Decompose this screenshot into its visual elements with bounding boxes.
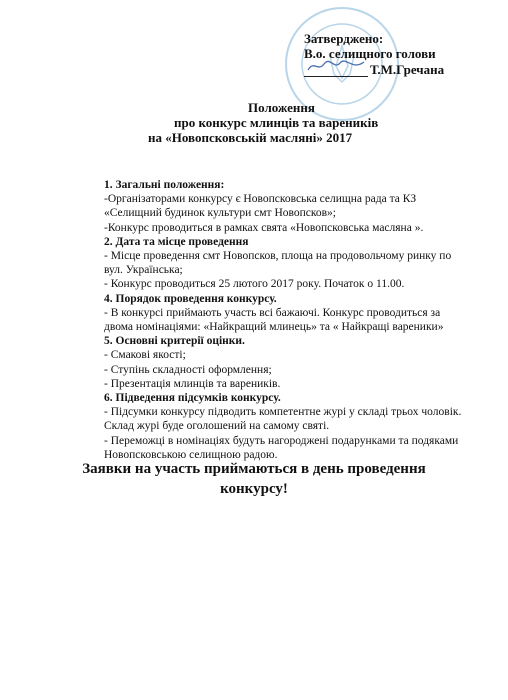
footer-line-1: Заявки на участь приймаються в день проведення bbox=[82, 461, 426, 477]
section-heading: 2. Дата та місце проведення bbox=[104, 235, 249, 248]
section-line: - В конкурсі приймають участь всі бажаючі. Конкурс проводиться за bbox=[104, 306, 441, 319]
section-line: Склад журі буде оголошений на самому святі. bbox=[104, 420, 330, 433]
section-line: - Ступінь складності оформлення; bbox=[104, 363, 272, 376]
section-heading: 1. Загальні положення: bbox=[104, 179, 225, 191]
section-heading: 6. Підведення підсумків конкурсу. bbox=[104, 392, 281, 405]
section-line: двома номінаціями: «Найкращий млинець» та « Найкращі вареники» bbox=[104, 321, 444, 334]
title-line-1: Положення bbox=[248, 100, 315, 115]
section-line: - Конкурс проводиться 25 лютого 2017 року. Початок о 11.00. bbox=[104, 278, 405, 291]
section-line: - Місце проведення смт Новопсков, площа на продовольчому ринку по bbox=[104, 250, 452, 263]
footer-announcement bbox=[40, 459, 468, 499]
footer-line-2: конкурсу! bbox=[220, 481, 288, 497]
section-line: -Конкурс проводиться в рамках свята «Новопсковська масляна ». bbox=[104, 221, 424, 234]
section-line: - Смакові якості; bbox=[104, 349, 186, 362]
section-line: - Презентація млинців та вареників. bbox=[104, 377, 281, 390]
approval-name: Т.М.Гречана bbox=[370, 62, 445, 77]
section-line: вул. Українська; bbox=[104, 264, 183, 277]
approval-signature-line bbox=[304, 63, 444, 77]
section-line: -Організаторами конкурсу є Новопсковська селищна рада та КЗ bbox=[104, 193, 417, 206]
section-line: Новопсковською селищною радою. bbox=[104, 448, 278, 461]
section-line: «Селищний будинок культури смт Новопсков»; bbox=[104, 207, 337, 220]
document-body bbox=[104, 178, 474, 462]
section-line: - Переможці в номінаціях будуть нагороджені подарунками та подяками bbox=[104, 434, 459, 447]
approval-title: Затверджено: bbox=[304, 31, 384, 46]
signature bbox=[304, 64, 368, 77]
approval-position: В.о. селищного голови bbox=[304, 46, 436, 61]
title-line-3: на «Новопсковській масляні» 2017 bbox=[148, 130, 353, 145]
title-line-2: про конкурс млинців та вареників bbox=[174, 115, 379, 130]
section-line: - Підсумки конкурсу підводить компетентне журі у складі трьох чоловік. bbox=[104, 406, 462, 419]
section-heading: 4. Порядок проведення конкурсу. bbox=[104, 292, 277, 305]
section-heading: 5. Основні критерії оцінки. bbox=[104, 335, 245, 348]
